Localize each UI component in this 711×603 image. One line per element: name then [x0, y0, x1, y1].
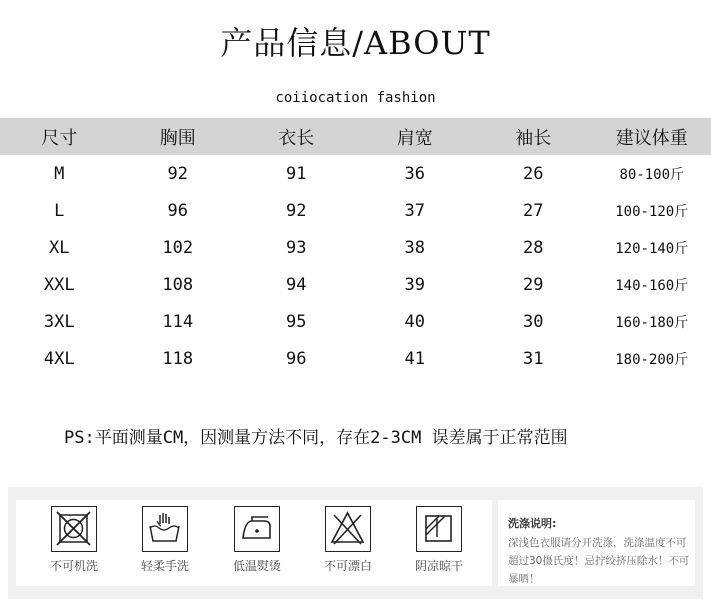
table-row [0, 340, 711, 377]
cell-sleeve: 27 [523, 200, 544, 221]
header-length: 衣长 [278, 127, 315, 149]
shade-dry-icon [416, 506, 462, 552]
hand-wash-icon [142, 506, 188, 552]
care-item-no-machine-wash [38, 506, 110, 574]
table-row [0, 155, 711, 192]
table-row [0, 303, 711, 340]
cell-length: 93 [286, 237, 307, 258]
cell-size: 4XL [43, 348, 75, 369]
cell-size: M [54, 163, 65, 184]
header-shoulder: 肩宽 [396, 127, 433, 149]
cell-chest: 114 [162, 311, 194, 332]
cell-shoulder: 38 [404, 237, 425, 258]
cell-shoulder: 40 [404, 311, 425, 332]
care-label: 低温熨烫 [232, 559, 281, 573]
cell-weight: 80-100斤 [619, 166, 685, 183]
page-title: 产品信息/ABOUT [220, 24, 491, 62]
cell-shoulder: 36 [404, 163, 425, 184]
care-icons-box [16, 500, 492, 586]
header-weight: 建议体重 [615, 127, 688, 149]
brand-name: coiiocation fashion [275, 90, 436, 106]
care-item-hand-wash [129, 506, 201, 574]
header-sleeve: 袖长 [515, 127, 552, 149]
cell-sleeve: 30 [523, 311, 544, 332]
care-label: 不可机洗 [49, 559, 98, 573]
care-label: 轻柔手洗 [140, 559, 189, 573]
low-iron-icon [234, 506, 280, 552]
table-row [0, 192, 711, 229]
cell-sleeve: 31 [523, 348, 544, 369]
cell-length: 91 [286, 163, 307, 184]
care-item-low-iron [221, 506, 293, 574]
size-table-header [0, 118, 711, 155]
cell-weight: 180-200斤 [615, 351, 689, 368]
cell-shoulder: 37 [404, 200, 425, 221]
cell-length: 92 [286, 200, 307, 221]
cell-sleeve: 28 [523, 237, 544, 258]
table-row [0, 229, 711, 266]
cell-length: 94 [286, 274, 307, 295]
cell-weight: 140-160斤 [615, 277, 689, 294]
cell-size: XXL [43, 274, 75, 295]
cell-weight: 100-120斤 [615, 203, 689, 220]
cell-shoulder: 39 [404, 274, 425, 295]
wash-instructions-title: 洗涤说明: [508, 517, 557, 530]
header-size: 尺寸 [41, 127, 78, 149]
cell-shoulder: 41 [404, 348, 425, 369]
cell-weight: 120-140斤 [615, 240, 689, 257]
header-chest: 胸围 [159, 127, 196, 149]
cell-size: L [54, 200, 65, 221]
cell-chest: 102 [162, 237, 194, 258]
care-item-no-bleach [312, 506, 384, 574]
cell-size: XL [49, 237, 70, 258]
cell-length: 95 [286, 311, 307, 332]
cell-chest: 92 [167, 163, 188, 184]
care-item-shade-dry [403, 506, 475, 574]
cell-sleeve: 29 [523, 274, 544, 295]
care-label: 不可漂白 [323, 559, 372, 573]
care-panel [8, 487, 703, 599]
no-machine-wash-icon [51, 506, 97, 552]
cell-length: 96 [286, 348, 307, 369]
table-row [0, 266, 711, 303]
cell-size: 3XL [43, 311, 75, 332]
cell-sleeve: 26 [523, 163, 544, 184]
cell-chest: 108 [162, 274, 194, 295]
cell-chest: 118 [162, 348, 194, 369]
cell-weight: 160-180斤 [615, 314, 689, 331]
size-table [0, 118, 711, 377]
no-bleach-icon [325, 506, 371, 552]
wash-instructions-box [498, 500, 695, 586]
cell-chest: 96 [167, 200, 188, 221]
measurement-note: PS:平面测量CM，因测量方法不同，存在2-3CM 误差属于正常范围 [64, 428, 568, 448]
wash-instructions-text: 深浅色衣服请分开洗涤，洗涤温度不可超过30摄氏度！忌拧绞挤压除水！不可暴晒！ [508, 537, 690, 585]
care-label: 阴凉晾干 [414, 559, 463, 573]
